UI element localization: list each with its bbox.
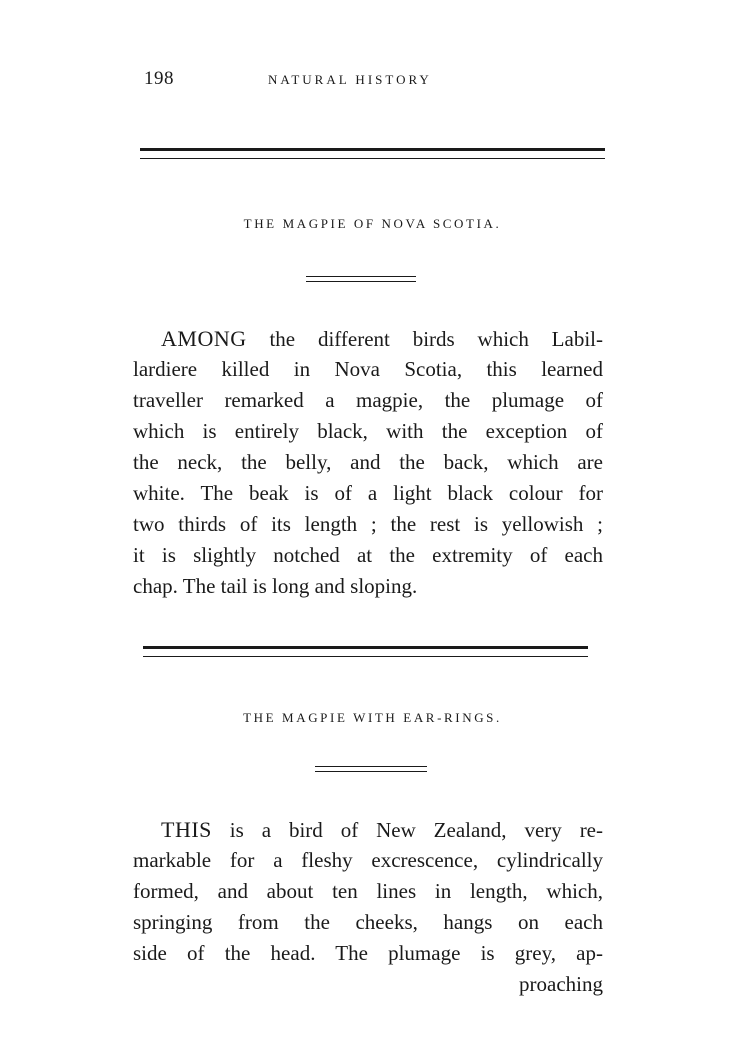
section-divider	[143, 646, 588, 657]
text-line: formed, and about ten lines in length, which,	[133, 879, 603, 903]
text-line: two thirds of its length ; the rest is yellowish ;	[133, 512, 603, 536]
section-divider-top	[140, 148, 605, 159]
text-line: side of the head. The plumage is grey, ap-	[133, 941, 603, 965]
text-line: chap. The tail is long and sloping.	[133, 574, 418, 598]
catchword: proaching	[519, 972, 603, 996]
section-heading-nova-scotia: THE MAGPIE OF NOVA SCOTIA.	[243, 216, 502, 231]
text-line: springing from the cheeks, hangs on each	[133, 910, 603, 934]
section-heading-ear-rings: THE MAGPIE WITH EAR-RINGS.	[243, 710, 502, 725]
text-line: traveller remarked a magpie, the plumage of	[133, 388, 603, 412]
lead-word: AMONG	[161, 326, 247, 351]
text-line: lardiere killed in Nova Scotia, this learned	[133, 357, 603, 381]
text-line: which is entirely black, with the exception of	[133, 419, 603, 443]
lead-word: THIS	[161, 817, 212, 842]
page-number: 198	[144, 68, 174, 89]
running-title: NATURAL HISTORY	[268, 72, 432, 87]
running-head	[140, 68, 610, 94]
text-line: white. The beak is of a light black colour for	[133, 481, 603, 505]
text-line: markable for a fleshy excrescence, cylindrically	[133, 848, 603, 872]
paragraph-nova-scotia	[133, 323, 603, 602]
text-line: the neck, the belly, and the back, which are	[133, 450, 603, 474]
heading-rule	[315, 766, 427, 772]
heading-rule	[306, 276, 416, 282]
paragraph-ear-rings	[133, 814, 603, 1000]
text-line: it is slightly notched at the extremity of each	[133, 543, 603, 567]
text-line: THIS is a bird of New Zealand, very re-	[161, 817, 603, 842]
text-line: AMONG the different birds which Labil-	[161, 326, 603, 351]
